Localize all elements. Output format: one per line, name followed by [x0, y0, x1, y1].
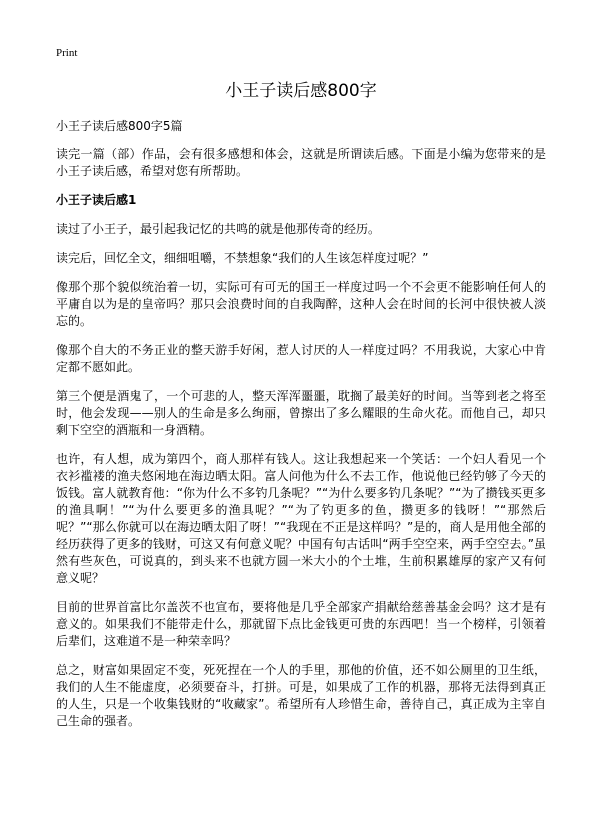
body-paragraph: 像那个那个貌似统治着一切，实际可有可无的国王一样度过吗一个不会更不能影响任何人的平庸自以为是的皇帝吗？那只会浪费时间的自我陶醉，这种人会在时间的长河中很快被人淡忘的。	[56, 280, 546, 328]
print-link[interactable]: Print	[56, 47, 78, 59]
body-paragraph: 也许，有人想，成为第四个，商人那样有钱人。这让我想起来一个笑话：一个妇人看见一个衣衫褴褛的渔夫悠闲地在海边晒太阳。富人问他为什么不去工作，他说他已经钓够了今天的饭钱。富人就教育他：“你为什么不多钓几条呢？”“为什么要多钓几条呢？”“为了攒钱买更多的渔具啊！”“为什么要更多的渔具呢？”“为了钓更多的鱼，攒更多的钱呀！”“那然后呢？”“那么你就可以在海边晒太阳了呀！”“我现在不正是这样吗？”是的，商人是用他全部的经历获得了更多的钱财，可这又有何意义呢？中国有句古话叫“两手空空来，两手空空去。”虽然有些灰色，可说真的，到头来不也就方圆一米大小的个土堆，生前积累雄厚的家产又有何意义呢？	[56, 452, 546, 585]
body-paragraph: 读过了小王子，最引起我记忆的共鸣的就是他那传奇的经历。	[56, 222, 381, 236]
subtitle: 小王子读后感800字5篇	[56, 119, 183, 133]
body-paragraph: 目前的世界首富比尔盖茨不也宣布，要将他是几乎全部家产捐献给慈善基金会吗？这才是有意义的。如果我们不能带走什么，那就留下点比金钱更可贵的东西吧！当一个榜样，引领着后辈们，这难道不是一种荣幸吗？	[56, 600, 546, 648]
intro-paragraph: 读完一篇（部）作品，会有很多感想和体会，这就是所谓读后感。下面是小编为您带来的是小王子读后感，希望对您有所帮助。	[56, 147, 546, 178]
body-paragraph: 第三个便是酒鬼了，一个可悲的人，整天浑浑噩噩，耽搁了最美好的时间。当等到老之将至时，他会发现——别人的生命是多么绚丽，曾擦出了多么耀眼的生命火花。而他自己，却只剩下空空的酒瓶和一身酒精。	[56, 389, 546, 437]
body-paragraph: 总之，财富如果固定不变，死死捏在一个人的手里，那他的价值，还不如公厕里的卫生纸，我们的人生不能虚度，必须要奋斗，打拼。可是，如果成了工作的机器，那将无法得到真正的人生，只是一个收集钱财的“收藏家”。希望所有人珍惜生命，善待自己，真正成为主宰自己生命的强者。	[56, 663, 546, 728]
section-heading: 小王子读后感1	[56, 193, 137, 207]
body-paragraph: 像那个自大的不务正业的整天游手好闲，惹人讨厌的人一样度过吗？不用我说，大家心中肯定都不愿如此。	[56, 343, 546, 374]
page-title: 小王子读后感800字	[225, 81, 377, 101]
body-paragraph: 读完后，回忆全文，细细咀嚼，不禁想象“我们的人生该怎样度过呢？”	[56, 251, 429, 265]
